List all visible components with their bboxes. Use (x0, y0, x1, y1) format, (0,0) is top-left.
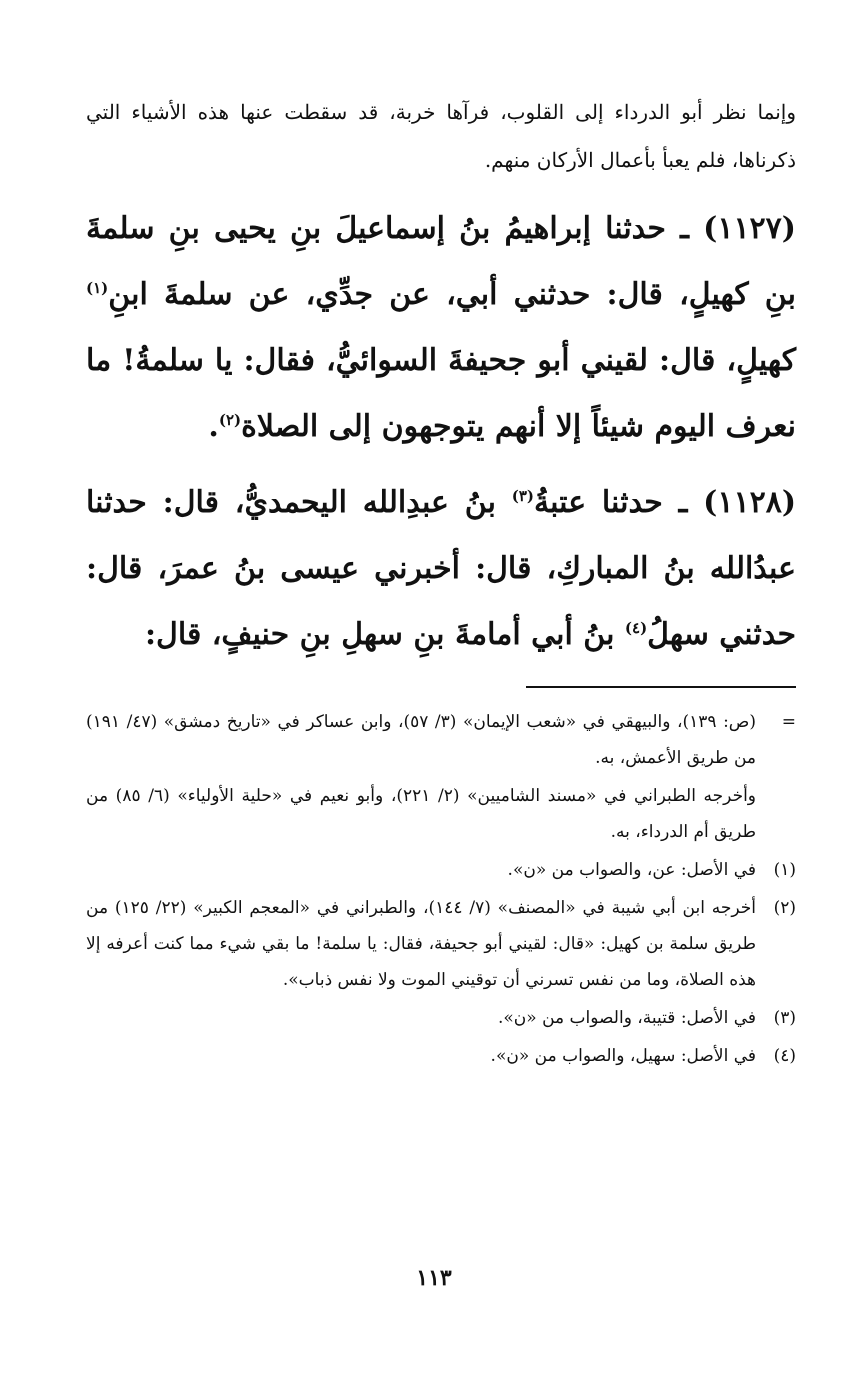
hadith-text-end: بنُ أبي أمامةَ بنِ سهلِ بنِ حنيفٍ، قال: (144, 617, 615, 652)
footnote-ref-4: (٤) (624, 619, 648, 637)
footnote-text: وأخرجه الطبراني في «مسند الشاميين» (٢/ ٢٢١)، وأبو نعيم في «حلية الأولياء» (٦/ ٨٥) من طريق أم الدرداء، به. (86, 786, 757, 842)
footnote-text: (ص: ١٣٩)، والبيهقي في «شعب الإيمان» (٣/ ٥٧)، وابن عساكر في «تاريخ دمشق» (٤٧/ ١٩١) من طريق الأعمش، به. (86, 712, 756, 768)
hadith-text: حدثنا إبراهيمُ بنُ إسماعيلَ بنِ يحيى بنِ سلمةَ بنِ كهيلٍ، قال: حدثني أبي، عن جدِّي، عن سلمةَ ابنِ (86, 211, 796, 312)
footnote-4 (86, 1038, 796, 1074)
footnote-marker: = (781, 712, 796, 732)
footnote-continuation-2 (86, 778, 796, 850)
footnote-text: في الأصل: قتيبة، والصواب من «ن». (498, 1008, 756, 1028)
hadith-text: كهيلٍ، قال: لقيني أبو جحيفةَ السوائيُّ، فقال: يا سلمةُ! ما نعرف اليوم شيئاً إلا أنهم يتوجهون إلى الصلاة (86, 343, 796, 444)
hadith-text-end: . (208, 409, 219, 444)
footnote-continuation (86, 704, 796, 776)
footnote-marker: (٣) (773, 1008, 796, 1028)
hadith-text: حدثنا عتبةُ (534, 485, 663, 520)
footnote-text: في الأصل: عن، والصواب من «ن». (507, 860, 756, 880)
hadith-number: (١١٢٧) ـ (680, 211, 796, 246)
footnote-marker: (٤) (773, 1046, 796, 1066)
footnote-ref-2: (٢) (218, 411, 242, 429)
footnote-2 (86, 890, 796, 998)
footnote-marker: (١) (773, 860, 796, 880)
intro-paragraph: وإنما نظر أبو الدرداء إلى القلوب، فرآها خربة، قد سقطت عنها هذه الأشياء التي ذكرناها، فلم يعبأ بأعمال الأركان منهم. (86, 100, 796, 172)
hadith-1127 (86, 196, 796, 460)
footnote-marker: (٢) (773, 898, 796, 918)
footnote-1 (86, 852, 796, 888)
page-number: ١١٣ (416, 1265, 452, 1291)
hadith-text: بنُ عبدِالله اليحمديُّ، قال: حدثنا عبدُالله بنُ المباركِ، قال: أخبرني عيسى بنُ عمرَ، قال: حدثني سهلُ (86, 485, 796, 652)
hadith-number: (١١٢٨) ـ (678, 485, 797, 520)
footnotes (86, 704, 796, 1074)
footnote-text: أخرجه ابن أبي شيبة في «المصنف» (٧/ ١٤٤)، والطبراني في «المعجم الكبير» (٢٢/ ١٢٥) من طريق سلمة بن كهيل: «قال: لقيني أبو جحيفة، فقال: يا سلمة! ما بقي شيء مما كنت أعرفه إلا هذه الصلاة، وما من نفس تسرني أن توقيني الموت ولا نفس ذباب». (86, 898, 756, 990)
footnote-divider (526, 686, 796, 688)
footnote-text: في الأصل: سهيل، والصواب من «ن». (490, 1046, 756, 1066)
hadith-1128 (86, 470, 796, 668)
footnote-ref-3: (٣) (511, 487, 535, 505)
footnote-3 (86, 1000, 796, 1036)
footnote-ref-1: (١) (86, 279, 109, 297)
